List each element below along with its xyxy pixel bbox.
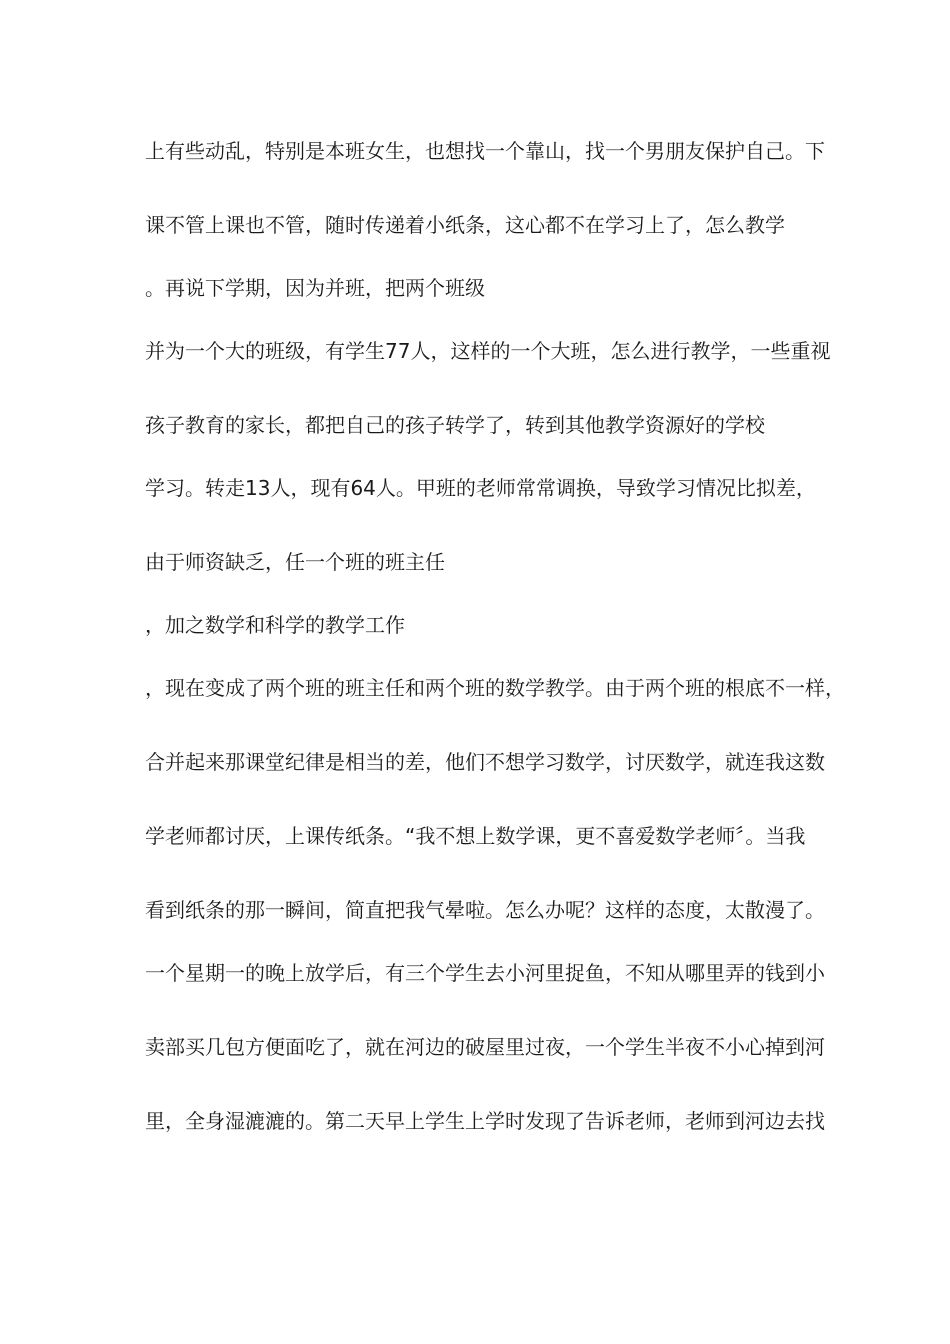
text-line: 上有些动乱，特别是本班女生，也想找一个靠山，找一个男朋友保护自己。下 [145,139,825,163]
text-line: 看到纸条的那一瞬间，简直把我气晕啦。怎么办呢？这样的态度，太散漫了。 [145,898,825,922]
text-line: 学习。转走13人，现有64人。甲班的老师常常调换，导致学习情况比拟差， [145,476,816,500]
text-line: ，加之数学和科学的教学工作 [145,613,405,637]
text-line: 一个星期一的晚上放学后，有三个学生去小河里捉鱼，不知从哪里弄的钱到小 [145,961,825,985]
text-line: 合并起来那课堂纪律是相当的差，他们不想学习数学，讨厌数学，就连我这数 [145,750,825,774]
text-line: 学老师都讨厌，上课传纸条。“我不想上数学课，更不喜爱数学老师〞。当我 [145,824,806,848]
text-line: 里，全身湿漉漉的。第二天早上学生上学时发现了告诉老师，老师到河边去找 [145,1109,825,1133]
text-line: 孩子教育的家长，都把自己的孩子转学了，转到其他教学资源好的学校 [145,413,765,437]
text-line: 由于师资缺乏，任一个班的班主任 [145,550,445,574]
text-line: 卖部买几包方便面吃了，就在河边的破屋里过夜，一个学生半夜不小心掉到河 [145,1035,825,1059]
text-line: 。再说下学期，因为并班，把两个班级 [145,276,485,300]
text-line: ，现在变成了两个班的班主任和两个班的数学教学。由于两个班的根底不一样， [145,676,845,700]
text-line: 课不管上课也不管，随时传递着小纸条，这心都不在学习上了，怎么教学 [145,213,785,237]
text-line: 并为一个大的班级，有学生77人，这样的一个大班，怎么进行教学，一些重视 [145,339,831,363]
